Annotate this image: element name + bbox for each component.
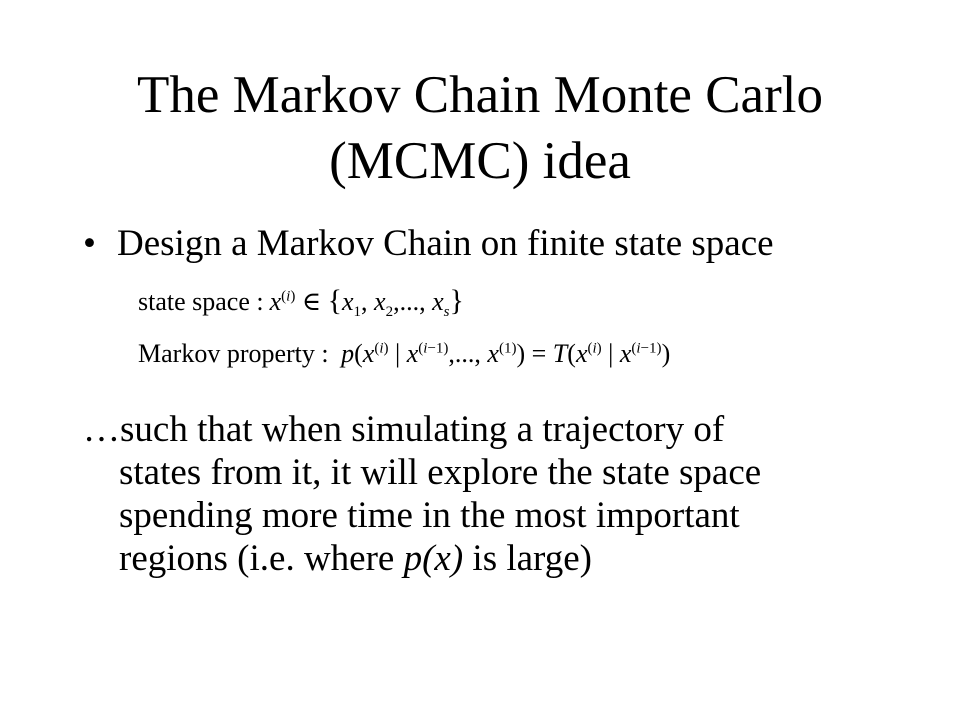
paragraph-line-4-suffix: is large) (463, 538, 592, 579)
markov-property-label: Markov property : (138, 339, 329, 368)
state-space-label: state space : (138, 287, 264, 316)
bullet-text: Design a Markov Chain on finite state space (117, 223, 774, 264)
slide-title (60, 62, 900, 194)
paragraph-line-4 (83, 537, 883, 580)
markov-property-formula: Markov property : $p(x^{(i)}$ | $x^{(i-1)}$,..., $x^{(1)}) = T(x^{(i)}$ | $x^{(i-1)}$) (138, 339, 671, 368)
state-space-formula: state space : $x^{(i)}$ ∈ {$x_1$, $x_2$,..., $x_s$} (138, 284, 464, 321)
paragraph-line-1: …such that when simulating a trajectory of (83, 409, 725, 450)
paragraph-emphasis: p(x) (403, 538, 464, 579)
title-line-2: (MCMC) idea (329, 132, 631, 190)
paragraph-line-4-prefix: regions (i.e. where (119, 538, 404, 579)
explanation-paragraph (83, 408, 883, 580)
paragraph-line-2: states from it, it will explore the state space (119, 452, 762, 493)
title-line-1: The Markov Chain Monte Carlo (137, 66, 823, 124)
bullet-item (83, 222, 903, 266)
bullet-icon: • (83, 223, 96, 264)
paragraph-line-3: spending more time in the most important (119, 495, 740, 536)
